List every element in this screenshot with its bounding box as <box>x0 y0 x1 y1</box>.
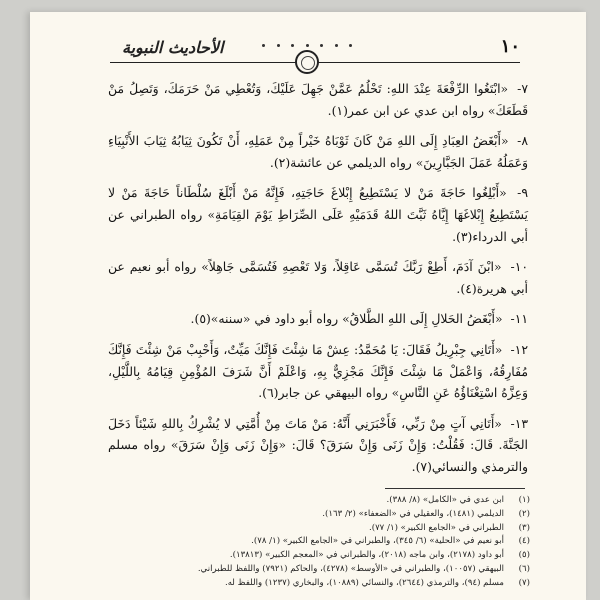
hadith-item <box>108 308 528 330</box>
footnote <box>110 549 530 563</box>
hadith-text: «ابْتَغُوا الرِّفْعَةَ عِنْدَ اللهِ: تَحْلُمُ عَمَّنْ جَهِلَ عَلَيْكَ، وَتُعْطِي مَنْ حَرَمَكَ، وَتَصِلُ مَنْ قَطَعَكَ» رواه ابن عدي عن ابن عمر(١). <box>108 81 528 118</box>
footnote <box>110 535 530 549</box>
footnote-number: (٤) <box>518 536 530 547</box>
footnote-text: الطبراني في «الجامع الكبير» (١/ ٧٧). <box>368 522 504 533</box>
footnote-number: (٢) <box>518 508 530 519</box>
footnote-number: (٣) <box>518 522 530 533</box>
footnote-number: (٥) <box>518 550 530 561</box>
footnote <box>110 563 530 577</box>
hadith-number: ١١- <box>510 311 528 327</box>
footnote-text: البيهقي (١٠٠٥٧)، والطبراني في «الأوسط» (٤٢٧٨)، والحاكم (٧٩٢١) واللفظ للطبراني. <box>197 563 504 574</box>
hadith-number: ٨- <box>517 133 528 149</box>
circle-ornament-icon <box>295 50 319 74</box>
footnote-text: أبو نعيم في «الحلية» (٦/ ٣٤٥)، والطبراني في «الجامع الكبير» (١/ ٧٨). <box>251 536 504 547</box>
hadith-text: «أَتَانِي آتٍ مِنْ رَبِّي، فَأَخْبَرَنِي أَنَّهُ: مَنْ مَاتَ مِنْ أُمَّتِي لا يُشْرِكُ بِاللهِ شَيْئاً دَخَلَ الجَنَّةَ. قَالَ: فَقُلْتُ: وَإِنْ زَنَى وَإِنْ سَرَقَ؟ قَالَ: «وَإِنْ زَنَى وَإِنْ سَرَقَ» رواه مسلم والترمذي والنسائي(٧). <box>108 415 528 474</box>
hadith-number: ٧- <box>517 81 528 96</box>
hadith-text: «أَبْغَضُ الحَلالِ إِلَى اللهِ الطَّلاقُ» رواه أبو داود في «سننه»(٥). <box>190 311 503 327</box>
running-title: الأحاديث النبوية <box>122 38 224 57</box>
footnote-number: (١) <box>518 495 530 505</box>
hadith-number: ١٢- <box>510 341 528 357</box>
footnote <box>110 577 530 591</box>
hadith-text: «أَبْغَضُ العِبَادِ إِلَى اللهِ مَنْ كَانَ ثَوْبَاهُ خَيْراً مِنْ عَمَلِهِ، أَنْ تَكُونَ ثِيَابُهُ ثِيَابَ الأَنْبِيَاءِ وَعَمَلُهُ عَمَلَ الجَبَّارِينَ» رواه الديلمي عن عائشة(٢). <box>108 133 528 170</box>
hadith-item <box>108 78 528 121</box>
hadith-item <box>108 413 528 478</box>
hadith-item <box>108 256 528 299</box>
footnote-separator <box>385 488 525 489</box>
hadith-number: ١٠- <box>510 259 528 275</box>
footnote <box>110 494 530 508</box>
footnote-text: مسلم (٩٤)، والترمذي (٢٦٤٤)، والنسائي (١٠٨٨٩)، والبخاري (١٢٣٧) واللفظ له. <box>224 577 504 588</box>
footnotes <box>110 494 530 591</box>
hadith-item <box>108 182 528 247</box>
page-number: ١٠ <box>500 36 520 57</box>
book-page <box>30 12 586 600</box>
hadith-item <box>108 339 528 404</box>
footnote-text: الديلمي (١٤٨١)، والعقيلي في «الضعفاء» (٢/ ١٦٣). <box>322 508 504 519</box>
footnote-number: (٧) <box>518 577 530 588</box>
hadith-text: «أَتَانِي جِبْرِيلُ فَقَالَ: يَا مُحَمَّدُ: عِشْ مَا شِئْتَ فَإِنَّكَ مَيِّتٌ، وَأَحْبِبْ مَنْ شِئْتَ فَإِنَّكَ مُفَارِقُهُ، وَاعْمَلْ مَا شِئْتَ فَإِنَّكَ مَجْزِيٌّ بِهِ، وَاعْلَمْ أَنَّ شَرَفَ المُؤْمِنِ قِيَامُهُ بِاللَّيْلِ، وَعِزَّهُ اسْتِغْنَاؤُهُ عَنِ النَّاسِ» رواه البيهقي عن جابر(٦). <box>108 341 528 401</box>
footnote-text: ابن عدي في «الكامل» (٨/ ٣٨٨). <box>386 495 504 505</box>
footnote <box>110 522 530 536</box>
footnote-text: أبو داود (٢١٧٨)، وابن ماجه (٢٠١٨)، والطبراني في «المعجم الكبير» (١٣٨١٣). <box>229 550 504 561</box>
footnote <box>110 508 530 522</box>
hadith-text: «ابْنَ آدَمَ، أَطِعْ رَبَّكَ تُسَمَّى عَاقِلاً، وَلا تَعْصِهِ فَتُسَمَّى جَاهِلاً» رواه أبو نعيم عن أبي هريرة(٤). <box>108 259 528 296</box>
hadith-item <box>108 130 528 173</box>
hadith-list <box>108 78 528 487</box>
hadith-number: ٩- <box>517 185 528 201</box>
footnote-number: (٦) <box>518 563 530 574</box>
hadith-number: ١٣- <box>510 415 528 431</box>
hadith-text: «أَبْلِغُوا حَاجَةَ مَنْ لا يَسْتَطِيعُ إِبْلاغَ حَاجَتِهِ، فَإِنَّهُ مَنْ أَبْلَغَ سُلْطَاناً حَاجَةَ مَنْ لا يَسْتَطِيعُ إِبْلاغَهَا إِيَّاهُ ثَبَّتَ اللهُ قَدَمَيْهِ عَلَى الصِّرَاطِ يَوْمَ القِيَامَةِ» رواه الطبراني عن أبي الدرداء(٣). <box>108 185 528 244</box>
